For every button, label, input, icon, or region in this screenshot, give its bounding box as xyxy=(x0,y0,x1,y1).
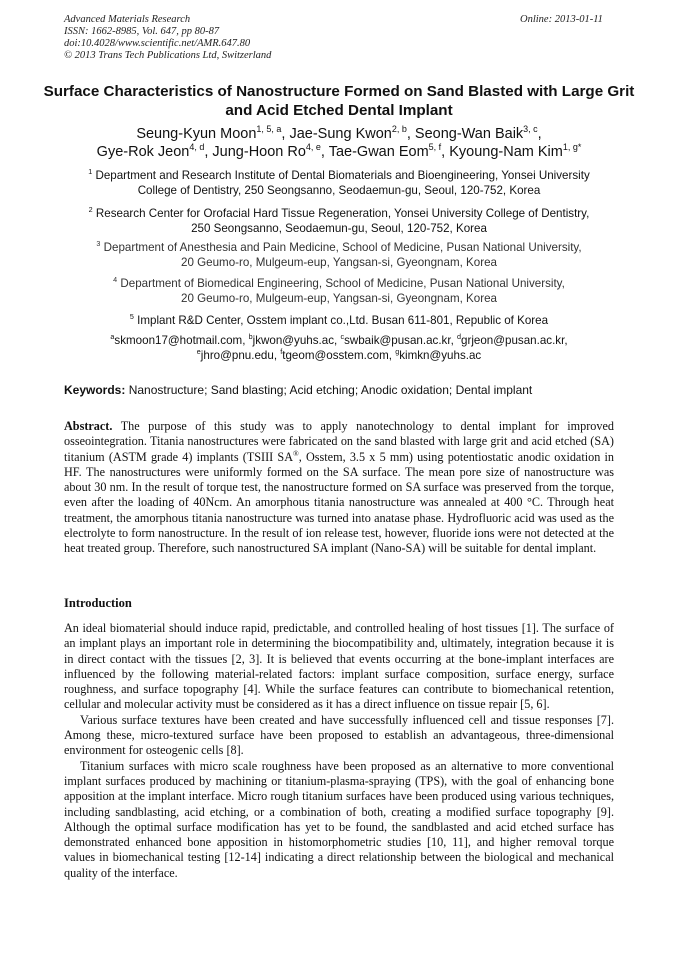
journal-name: Advanced Materials Research xyxy=(64,14,191,25)
abstract-text: , Osstem, 3.5 x 5 mm) using potentiostatic anodic oxidation in HF. The nanostructures were uniformly formed on the SA surface. The mean pore size of nanostructure was about 30 nm. In the result of torque test, the nanostructure formed on SA surface was preserved from the torque, even after the loading of 40Ncm. An amorphous titania nanostructure was annealed at 400 °C. Through heat treatment, the amorphous titania nanostructure was turned into anatase phase. Hydrofluoric acid was used as the electrolyte to form nanostructure. In the result of ion release test, however, fluoride ions were not detected at the heat treated group. Therefore, such nanostructured SA implant (Nano-SA) will be suitable for dental implant. xyxy=(64,449,614,556)
journal-doi: doi:10.4028/www.scientific.net/AMR.647.80 xyxy=(64,38,251,49)
email-sup: e xyxy=(196,347,201,357)
registered-mark: ® xyxy=(293,448,299,458)
affiliation-3 xyxy=(50,240,628,270)
affiliation-4 xyxy=(50,276,628,306)
author-sup: 1, g* xyxy=(562,142,582,153)
affiliation-line: 20 Geumo-ro, Mulgeum-eup, Yangsan-si, Gyeongnam, Korea xyxy=(181,292,497,305)
email-address[interactable]: skmoon17@hotmail.com xyxy=(114,334,243,347)
paragraph: An ideal biomaterial should induce rapid, predictable, and controlled healing of host tissues [1]. The surface of an implant plays an important role in determining the biocompatibility and, ultimately, integration because it is in direct contact with the tissues [2, 3]. It is believed that events occurring at the bone-implant interfaces are influenced by the following material-related factors: implant surface composition, surface energy, surface roughness, and surface topography [4]. While the surface features can contribute to biomechanical retention, cellular and molecular activity must be considered as it has a direct influence on tissue repair [5, 6]. xyxy=(64,621,614,712)
affiliation-number: 3 xyxy=(96,239,101,249)
affiliation-line: Department of Biomedical Engineering, School of Medicine, Pusan National University, xyxy=(120,277,565,290)
affiliation-line: Department and Research Institute of Dental Biomaterials and Bioengineering, Yonsei University xyxy=(95,169,590,182)
author-separator: , xyxy=(537,126,542,142)
journal-copyright: © 2013 Trans Tech Publications Ltd, Switzerland xyxy=(64,50,272,61)
email-sup: g xyxy=(395,347,400,357)
affiliation-number: 4 xyxy=(113,275,118,285)
affiliation-number: 5 xyxy=(129,312,134,322)
affiliation-line: Implant R&D Center, Osstem implant co.,Ltd. Busan 611-801, Republic of Korea xyxy=(137,314,549,327)
author-sup: 1, 5, a xyxy=(256,124,282,135)
email-sup: c xyxy=(340,332,345,342)
email-sup: a xyxy=(110,332,115,342)
email-address[interactable]: tgeom@osstem.com xyxy=(282,349,389,362)
email-sup: d xyxy=(457,332,462,342)
email-list: $^a$skmoon17@hotmail.com, $^b$jkwon@yuhs.ac, $^c$swbaik@pusan.ac.kr, $^d$grjeon@pusan.ac.kr, $^e$jhro@pnu.edu, $^f$tgeom@osstem.com, $^g$kimkn@yuhs.ac xyxy=(110,332,568,362)
online-date: Online: 2013-01-11 xyxy=(520,14,603,25)
author-list xyxy=(40,125,638,161)
abstract-label: Abstract. xyxy=(64,419,113,433)
author-sup: 4, e xyxy=(305,142,321,153)
paragraph: Various surface textures have been created and have successfully influenced cell and tissue responses [7]. Among these, micro-textured surface have been proposed to establish an advantageous, three-dimensional environment for osteogenic cells [8]. xyxy=(64,712,614,758)
email-address[interactable]: kimkn@yuhs.ac xyxy=(399,349,482,362)
keywords xyxy=(64,383,624,398)
email-address[interactable]: swbaik@pusan.ac.kr xyxy=(344,334,451,347)
author-line-1 xyxy=(40,125,638,143)
email-sup: b xyxy=(248,332,253,342)
author-name: Seung-Kyun Moon xyxy=(136,126,257,142)
keywords-text: Nanostructure; Sand blasting; Acid etching; Anodic oxidation; Dental implant xyxy=(125,383,533,397)
affiliation-line: Department of Anesthesia and Pain Medicine, School of Medicine, Pusan National University, xyxy=(103,241,582,254)
paragraph: Titanium surfaces with micro scale roughness have been proposed as an alternative to more conventional implant surfaces produced by machining or titanium-plasma-spraying (TPS), with the goal of enhancing bone apposition at the implant interface. Micro rough titanium surfaces have been produced using various techniques, including sandblasting, acid etching, or a combination of both, creating a modified surface topography [9]. Although the optimal surface modification has yet to be found, the sandblasted and acid etched surface has demonstrated enhanced bone apposition in histomorphometric studies [10, 11], and higher removal torque values in biomechanical testing [12-14] indicating a direct relationship between the biological and mechanical quality of the interface. xyxy=(64,758,614,880)
author-line-2 xyxy=(40,143,638,161)
author-sup: 4, d xyxy=(189,142,205,153)
journal-header xyxy=(64,14,271,62)
affiliation-line: Research Center for Orofacial Hard Tissue Regeneration, Yonsei University College of Dentistry, xyxy=(95,207,590,220)
author-sup: 3, c xyxy=(523,124,538,135)
keywords-label: Keywords: xyxy=(64,383,126,397)
affiliation-line: 250 Seongsanno, Seodaemun-gu, Seoul, 120-752, Korea xyxy=(191,222,487,235)
author-name: , Jae-Sung Kwon xyxy=(281,126,392,142)
email-address[interactable]: grjeon@pusan.ac.kr xyxy=(461,334,565,347)
paper-title: Surface Characteristics of Nanostructure Formed on Sand Blasted with Large Grit and Acid Etched Dental Implant xyxy=(43,83,635,119)
affiliation-5 xyxy=(50,313,628,328)
author-sup: 5, f xyxy=(428,142,442,153)
email-sup: f xyxy=(280,347,283,357)
email-address[interactable]: jhro@pnu.edu xyxy=(200,349,274,362)
author-sup: 2, b xyxy=(391,124,407,135)
affiliation-line: 20 Geumo-ro, Mulgeum-eup, Yangsan-si, Gyeongnam, Korea xyxy=(181,256,497,269)
author-name: , Kyoung-Nam Kim xyxy=(441,144,563,160)
affiliation-number: 2 xyxy=(88,205,93,215)
email-address[interactable]: jkwon@yuhs.ac xyxy=(252,334,335,347)
author-name: Gye-Rok Jeon xyxy=(96,144,190,160)
author-name: , Tae-Gwan Eom xyxy=(320,144,429,160)
affiliation-number: 1 xyxy=(88,167,93,177)
affiliation-line: College of Dentistry, 250 Seongsanno, Seodaemun-gu, Seoul, 120-752, Korea xyxy=(137,184,541,197)
abstract xyxy=(64,419,614,557)
journal-issn: ISSN: 1662-8985, Vol. 647, pp 80-87 xyxy=(64,26,220,37)
affiliation-1 xyxy=(50,168,628,198)
introduction-body xyxy=(64,621,614,881)
abstract-text: The purpose of this study was to apply nanotechnology to dental implant for improved osseointegration. Titania nanostructures were fabricated on the sand blasted with large grit and acid etched (SA) titanium (ASTM grade 4) implants (TSIII SA xyxy=(64,419,614,464)
affiliation-2 xyxy=(50,206,628,236)
section-heading-introduction: Introduction xyxy=(64,596,132,610)
author-name: , Jung-Hoon Ro xyxy=(204,144,306,160)
author-name: , Seong-Wan Baik xyxy=(406,126,524,142)
